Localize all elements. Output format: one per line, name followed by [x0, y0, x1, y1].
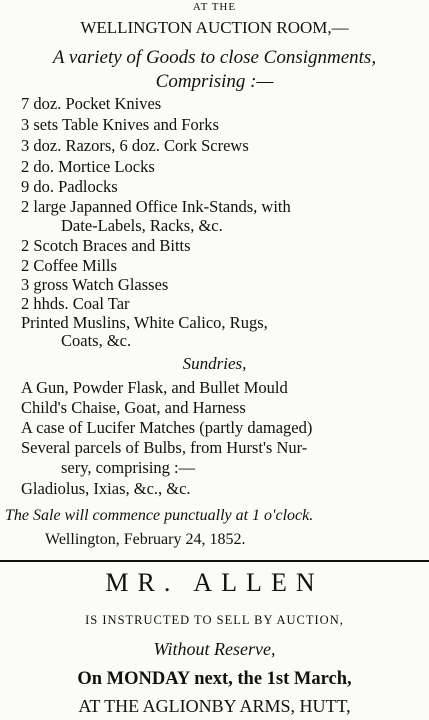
auction-room-heading: WELLINGTON AUCTION ROOM,— [80, 18, 349, 37]
item-line: 3 sets Table Knives and Forks [21, 115, 219, 134]
sale-time-note: The Sale will commence punctually at 1 o'clock. [5, 507, 314, 524]
venue-line: AT THE AGLIONBY ARMS, HUTT, [78, 696, 351, 716]
item-line: Printed Muslins, White Calico, Rugs, [21, 313, 268, 332]
sundries-line: A case of Lucifer Matches (partly damaged) [21, 418, 313, 437]
item-line: 7 doz. Pocket Knives [21, 94, 162, 113]
comprising-line: Comprising :— [155, 71, 274, 92]
reserve-line: Without Reserve, [153, 639, 276, 659]
sundries-line: Child's Chaise, Goat, and Harness [21, 398, 246, 417]
sundries-line: Gladiolus, Ixias, &c., &c. [21, 479, 191, 498]
auctioneer-name: MR. ALLEN [105, 568, 324, 597]
sundries-line: A Gun, Powder Flask, and Bullet Mould [21, 378, 288, 397]
item-line: 2 do. Mortice Locks [21, 157, 155, 176]
item-line: 2 Scotch Braces and Bitts [21, 236, 191, 255]
at-the-label: AT THE [192, 1, 237, 13]
item-line: 9 do. Padlocks [21, 177, 118, 196]
item-line-continued: Coats, &c. [61, 331, 132, 350]
sale-date-line: On MONDAY next, the 1st March, [77, 669, 352, 689]
item-line: 2 hhds. Coal Tar [21, 294, 130, 313]
sundries-heading: Sundries, [182, 354, 247, 373]
sundries-line-continued: sery, comprising :— [61, 458, 196, 477]
item-line: 3 gross Watch Glasses [21, 275, 169, 294]
item-line: 2 Coffee Mills [21, 256, 117, 275]
section-divider [0, 560, 429, 562]
item-line-continued: Date-Labels, Racks, &c. [61, 216, 223, 235]
variety-line: A variety of Goods to close Consignments, [52, 47, 377, 68]
item-line: 2 large Japanned Office Ink-Stands, with [21, 197, 291, 216]
instructed-line: IS INSTRUCTED TO SELL BY AUCTION, [85, 613, 344, 627]
item-line: 3 doz. Razors, 6 doz. Cork Screws [21, 136, 249, 155]
dateline: Wellington, February 24, 1852. [45, 531, 246, 548]
sundries-line: Several parcels of Bulbs, from Hurst's Nur- [21, 438, 308, 457]
